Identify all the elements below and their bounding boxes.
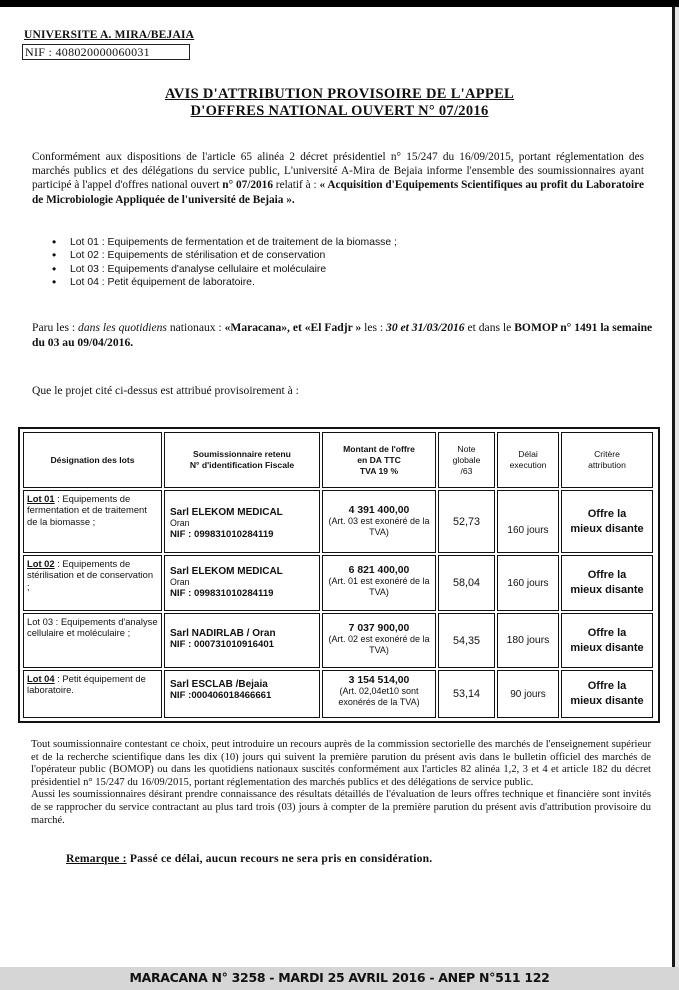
results-text: Aussi les soumissionnaires désirant prendre connaissance des résultats détaillés de l'évaluation de leurs offres technique et financière sont invités de se rapprocher du service contractant au plus tard trois (03) jours à compter de la première parution du présent avis d'attribution provisoire du marché. bbox=[31, 789, 651, 826]
remark-text: Passé ce délai, aucun recours ne sera pris en considération. bbox=[126, 852, 433, 865]
university-nif: NIF : 408020000060031 bbox=[22, 44, 190, 60]
lot-description: : Equipements de fermentation et de traitement de la biomasse ; bbox=[27, 493, 147, 527]
criteria-cell: Offre la mieux disante bbox=[561, 613, 653, 668]
lot-description: : Equipements de stérilisation et de conservation ; bbox=[27, 558, 154, 592]
publication-dates: 30 et 31/03/2016 bbox=[386, 321, 465, 334]
header-score: Note globale /63 bbox=[438, 432, 495, 488]
list-item: • Lot 04 : Petit équipement de laboratoire. bbox=[48, 276, 397, 289]
tender-number: n° 07/2016 bbox=[222, 179, 273, 192]
amount-cell bbox=[322, 490, 436, 553]
attribution-table bbox=[18, 427, 660, 723]
amount-cell bbox=[322, 670, 436, 718]
publication-nationaux: nationaux : bbox=[166, 321, 225, 334]
publication-newspapers-label: dans les quotidiens bbox=[78, 321, 167, 334]
header-criteria: Critère attribution bbox=[561, 432, 653, 488]
amount-note: (Art. 02,04et10 sont exonérés de la TVA) bbox=[338, 686, 420, 707]
list-item: • Lot 02 : Equipements de stérilisation et de conservation bbox=[48, 249, 397, 262]
score-cell: 53,14 bbox=[438, 670, 495, 718]
supplier-cell bbox=[164, 555, 320, 611]
delay-cell: 180 jours bbox=[497, 613, 559, 668]
notice-title-line1: AVIS D'ATTRIBUTION PROVISOIRE DE L'APPEL bbox=[164, 86, 515, 102]
publication-les: les : bbox=[361, 321, 387, 334]
list-item: • Lot 03 : Equipements d'analyse cellulaire et moléculaire bbox=[48, 263, 397, 276]
remark bbox=[66, 852, 432, 865]
header-amount: Montant de l'offre en DA TTC TVA 19 % bbox=[322, 432, 436, 488]
score-cell: 52,73 bbox=[438, 490, 495, 553]
publication-bomop: BOMOP n° 1491 bbox=[514, 321, 598, 334]
intro-text-1: Conformément aux dispositions de l'article 65 alinéa 2 décret présidentiel n° 15/247 du 16/09/2015, portant réglementation des marchés publics et des délégations du service public, L'université A-Mira de Bejaia informe l'ensemble des soumissionnaires ayant participé à l'appel d'offres national ouvert bbox=[32, 151, 644, 192]
supplier-city: Oran bbox=[170, 577, 190, 588]
publication-and: et dans le bbox=[464, 321, 515, 334]
table-row bbox=[23, 613, 162, 668]
supplier-nif: NIF : 099831010284119 bbox=[170, 529, 274, 541]
score-cell: 58,04 bbox=[438, 555, 495, 611]
header-delay: Délai execution bbox=[497, 432, 559, 488]
amount-value: 3 154 514,00 bbox=[348, 675, 410, 686]
lot-label: Lot 04 bbox=[27, 673, 55, 684]
publication-week: la semaine du 03 au 09/04/2016. bbox=[32, 321, 653, 349]
criteria-cell: Offre la mieux disante bbox=[561, 555, 653, 611]
lot-description: : Equipements d'analyse cellulaire et moléculaire ; bbox=[27, 616, 158, 639]
supplier-name: Sarl ESCLAB /Bejaia bbox=[170, 679, 268, 690]
supplier-nif: NIF : 000731010916401 bbox=[170, 639, 275, 651]
supplier-nif: NIF :000406018466661 bbox=[170, 690, 272, 702]
supplier-name: Sarl NADIRLAB / Oran bbox=[170, 628, 276, 639]
table-row bbox=[23, 490, 162, 553]
amount-cell bbox=[322, 613, 436, 668]
delay-cell: 90 jours bbox=[497, 670, 559, 718]
tender-object: « Acquisition d'Equipements Scientifiques au profit du Laboratoire de Microbiologie Appliquée de l'université de Bejaia ». bbox=[32, 179, 644, 206]
amount-cell bbox=[322, 555, 436, 611]
supplier-name: Sarl ELEKOM MEDICAL bbox=[170, 566, 283, 577]
remark-label: Remarque : bbox=[66, 852, 127, 865]
supplier-name: Sarl ELEKOM MEDICAL bbox=[170, 507, 283, 518]
attribution-intro: Que le projet cité ci-dessus est attribué provisoirement à : bbox=[32, 384, 299, 397]
score-cell: 54,35 bbox=[438, 613, 495, 668]
amount-note: (Art. 02 est exonéré de la TVA) bbox=[328, 634, 430, 655]
criteria-cell: Offre la mieux disante bbox=[561, 490, 653, 553]
amount-value: 7 037 900,00 bbox=[348, 623, 410, 634]
table-row bbox=[23, 670, 162, 718]
supplier-cell bbox=[164, 613, 320, 668]
intro-text-2: relatif à : bbox=[272, 179, 320, 192]
top-border bbox=[0, 0, 679, 7]
lot-label: Lot 01 bbox=[27, 493, 55, 504]
lot-description: : Petit équipement de laboratoire. bbox=[27, 673, 146, 696]
amount-value: 4 391 400,00 bbox=[348, 505, 410, 516]
supplier-nif: NIF : 099831010284119 bbox=[170, 588, 274, 600]
criteria-cell: Offre la mieux disante bbox=[561, 670, 653, 718]
supplier-cell bbox=[164, 670, 320, 718]
amount-note: (Art. 03 est exonéré de la TVA) bbox=[328, 516, 430, 537]
header-designation: Désignation des lots bbox=[23, 432, 162, 488]
amount-note: (Art. 01 est exonéré de la TVA) bbox=[328, 576, 430, 597]
lots-list bbox=[48, 236, 397, 289]
university-name: UNIVERSITE A. MIRA/BEJAIA bbox=[24, 29, 195, 41]
appeal-paragraph bbox=[31, 739, 651, 827]
table-row bbox=[23, 555, 162, 611]
intro-paragraph bbox=[32, 150, 644, 207]
header-supplier: Soumissionnaire retenu N° d'identification Fiscale bbox=[164, 432, 320, 488]
lot-label: Lot 03 bbox=[27, 616, 54, 627]
supplier-city: Oran bbox=[170, 518, 190, 529]
list-item: • Lot 01 : Equipements de fermentation et de traitement de la biomasse ; bbox=[48, 236, 397, 249]
amount-value: 6 821 400,00 bbox=[348, 565, 410, 576]
publication-paragraph bbox=[32, 320, 657, 350]
supplier-cell bbox=[164, 490, 320, 553]
lot-label: Lot 02 bbox=[27, 558, 55, 569]
newspaper-footer-band: MARACANA N° 3258 - MARDI 25 AVRIL 2016 - ANEP N°511 122 bbox=[0, 967, 679, 990]
appeal-text: Tout soumissionnaire contestant ce choix, peut introduire un recours auprès de la commission sectorielle des marchés de l'enseignement supérieur et de la recherche scientifique dans les dix (10) jours qui suivent la première parution du présent avis dans le bulletin officiel des marchés de l'opérateur public (BOMOP) ou dans les quotidiens nationaux suscités conformément aux l'articles 82 alinéa 1,2, 3 et 4 et article 182 du décret présidentiel n° 15/247 du 16/09/2015, portant réglementation des marchés publics et des délégations de service public. bbox=[31, 739, 651, 788]
delay-cell: 160 jours bbox=[497, 490, 559, 553]
publication-prefix: Paru les : bbox=[32, 321, 79, 334]
notice-title-line2: D'OFFRES NATIONAL OUVERT N° 07/2016 bbox=[190, 103, 489, 119]
publication-papers: «Maracana», et «El Fadjr » bbox=[224, 321, 362, 334]
delay-cell: 160 jours bbox=[497, 555, 559, 611]
